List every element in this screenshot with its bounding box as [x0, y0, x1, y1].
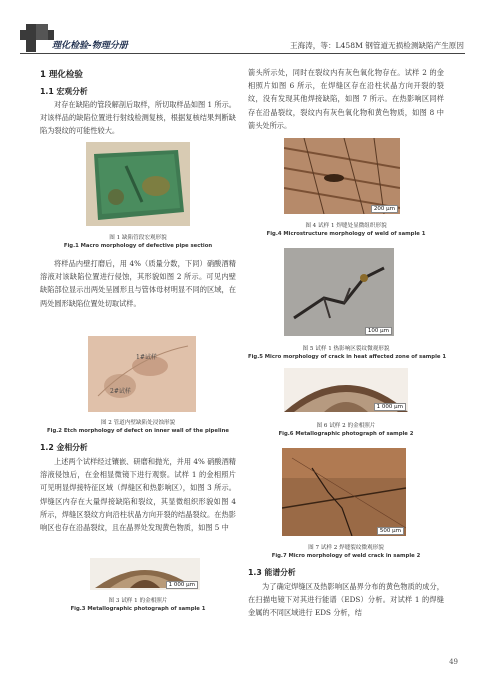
- page-number: 49: [449, 658, 458, 666]
- section-1-2-title: 1.2 金相分析: [40, 443, 88, 452]
- figure-5-caption-cn: 图 5 试样 1 热影响区裂纹微观形貌: [302, 346, 390, 352]
- figure-2-label-1: 1#试样: [136, 354, 157, 361]
- figure-5-image: [284, 248, 394, 336]
- figure-5-caption-en: Fig.5 Micro morphology of crack in heat affected zone of sample 1: [248, 354, 447, 360]
- paragraph-macro: 对存在缺陷的管段解剖后取样，所切取样品如图 1 所示。对该样品的缺陷位置进行射线检测复核，根据复核结果判断缺陷为裂纹的可能性较大。: [40, 100, 236, 136]
- figure-4-caption-en: Fig.4 Microstructure morphology of weld of sample 1: [266, 231, 426, 237]
- journal-logo-icon: [20, 24, 54, 52]
- figure-7-scale-bar: 500 μm: [377, 527, 404, 535]
- figure-6-scale-bar: 1 000 μm: [374, 403, 406, 411]
- figure-3-caption-cn: 图 3 试样 1 的金相照片: [108, 598, 168, 604]
- header-rule: [20, 53, 465, 54]
- figure-6-caption-cn: 图 6 试样 2 的金相照片: [316, 423, 376, 429]
- figure-6-caption-en: Fig.6 Metallographic photograph of sample 2: [278, 431, 414, 437]
- figure-3-caption-en: Fig.3 Metallographic photograph of sample 1: [70, 606, 206, 612]
- figure-1-image: [86, 142, 190, 226]
- journal-name: 理化检验-物理分册: [52, 41, 128, 51]
- figure-7-image: [282, 448, 406, 536]
- figure-2-label-2: 2#试样: [110, 388, 131, 395]
- page-header: [0, 0, 480, 58]
- running-title: 王海涛，等：L458M 钢管道无损检测缺陷产生原因: [289, 41, 464, 50]
- figure-2-caption-en: Fig.2 Etch morphology of defect on inner wall of the pipeline: [47, 428, 229, 434]
- figure-7-caption-en: Fig.7 Micro morphology of weld crack in sample 2: [271, 553, 421, 559]
- figure-1-caption-cn: 图 1 缺陷管段宏观形貌: [109, 235, 167, 241]
- figure-5-scale-bar: 100 μm: [365, 327, 392, 335]
- figure-7-caption-cn: 图 7 试样 2 焊缝裂纹微观形貌: [308, 545, 384, 551]
- figure-4-scale-bar: 200 μm: [371, 205, 398, 213]
- figure-3-scale-bar: 1 000 μm: [166, 581, 198, 589]
- figure-4-caption-cn: 图 4 试样 1 焊缝处显微组织形貌: [305, 223, 387, 229]
- section-1-1-title: 1.1 宏观分析: [40, 87, 88, 96]
- paragraph-eds: 为了确定焊缝区及热影响区晶界分布的黄色物质的成分，在扫描电镜下对其进行能谱（EDS）分析。对试样 1 的焊缝金属的不同区域进行 EDS 分析，结: [248, 582, 444, 618]
- figure-2-image: [88, 336, 196, 412]
- figure-6-image: [284, 368, 408, 412]
- section-1-3-title: 1.3 能谱分析: [248, 568, 296, 577]
- paragraph-continued: 箭头所示处，同时在裂纹内有灰色氧化物存在。试样 2 的金相照片如图 6 所示，在焊缝区存在沿柱状晶方向开裂的裂纹，没有发现其他焊接缺陷，如图 7 所示。在热影响区同样存在沿晶裂纹，裂纹内有灰色氧化物和黄色物质，如图 8 中箭头处所示。: [248, 68, 444, 130]
- paragraph-metallographic: 上述两个试样经过镶嵌、研磨和抛光，并用 4% 硝酸酒精溶液侵蚀后，在金相显微镜下进行观察。试样 1 的金相照片可见明显焊接特征区域（焊缝区和热影响区），如图 3 所示。焊缝区内存在大量焊接缺陷和裂纹，其显微组织形貌如图 4 所示，焊缝区裂纹方向沿柱状晶方向开裂的结晶裂纹。在热影响区也存在沿晶裂纹，且在晶界处发现黄色物质，如图 5 中: [40, 457, 236, 533]
- figure-1-caption-en: Fig.1 Macro morphology of defective pipe section: [63, 243, 213, 249]
- paragraph-etch: 将样品内壁打磨后，用 4%（质量分数，下同）硝酸酒精溶液对该缺陷位置进行侵蚀，其形貌如图 2 所示。可见内壁缺陷部位显示出两处呈圆形且与管体母材明显不同的区域，在两处圆形缺陷位置处切取试样。: [40, 259, 236, 308]
- figure-4-image: [284, 138, 400, 214]
- figure-3-image: [90, 558, 200, 590]
- section-1-title: 1 理化检验: [40, 70, 83, 80]
- figure-2-caption-cn: 图 2 管道内壁缺陷处浸蚀形貌: [100, 420, 176, 426]
